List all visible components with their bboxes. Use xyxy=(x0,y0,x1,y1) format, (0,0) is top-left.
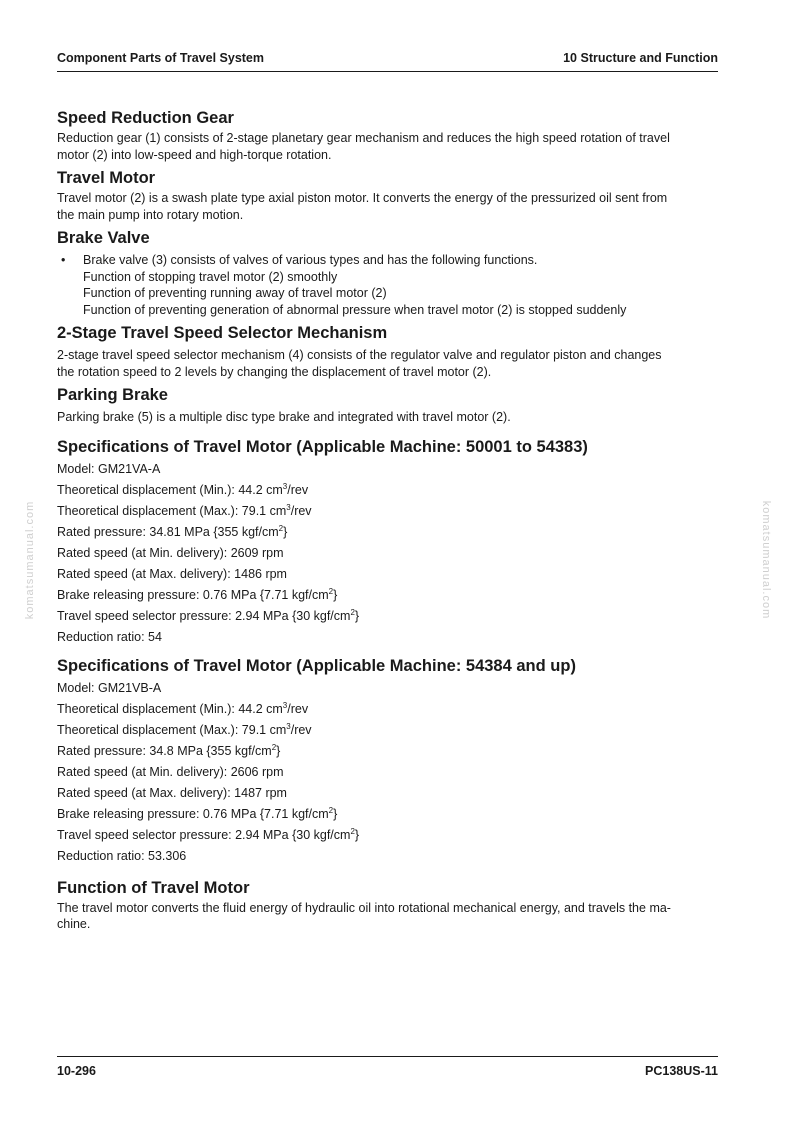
body-text: the rotation speed to 2 levels by changing the displacement of travel motor (2). xyxy=(57,364,492,379)
header-chapter-title: 10 Structure and Function xyxy=(563,51,718,65)
spec-speed-max: Rated speed (at Max. delivery): 1486 rpm xyxy=(57,566,287,581)
bullet-intro: Brake valve (3) consists of valves of various types and has the following functions. xyxy=(83,253,538,267)
body-text: Reduction gear (1) consists of 2-stage planetary gear mechanism and reduces the high speed rotation of travel xyxy=(57,131,670,145)
spec-brake-pressure: Brake releasing pressure: 0.76 MPa {7.71 kgf/$cm^2$} xyxy=(57,586,338,602)
bullet-icon: • xyxy=(61,253,66,267)
section-title: Specifications of Travel Motor (Applicable Machine: 54384 and up) xyxy=(57,656,576,675)
spec-reduction-ratio: Reduction ratio: 54 xyxy=(57,629,162,644)
section-parking-brake xyxy=(57,383,718,426)
machine-model: PC138US-11 xyxy=(645,1064,718,1078)
section-speed-selector xyxy=(57,321,718,380)
section-brake-valve xyxy=(57,226,718,318)
watermark-left: komatsumanual.com xyxy=(24,500,36,620)
section-title: Function of Travel Motor xyxy=(57,878,250,897)
function-item: Function of preventing running away of travel motor (2) xyxy=(83,286,387,300)
body-text: 2-stage travel speed selector mechanism (4) consists of the regulator valve and regulator piston and changes xyxy=(57,348,662,362)
spec-model: Model: GM21VB-A xyxy=(57,680,162,695)
body-text: Parking brake (5) is a multiple disc type brake and integrated with travel motor (2). xyxy=(57,410,511,424)
header-section-title: Component Parts of Travel System xyxy=(57,51,265,65)
body-text: The travel motor converts the fluid energy of hydraulic oil into rotational mechanical energy, and travels the ma- xyxy=(57,900,671,915)
spec-rated-pressure: Rated pressure: 34.81 MPa {355 kgf/$cm^2$} xyxy=(57,523,288,539)
spec-displacement-min: Theoretical displacement (Min.): 44.2 $cm^3$/rev xyxy=(57,700,309,716)
spec-displacement-max: Theoretical displacement (Max.): 79.1 $cm^3$/rev xyxy=(57,721,312,737)
spec-speed-max: Rated speed (at Max. delivery): 1487 rpm xyxy=(57,785,287,800)
spec-speed-min: Rated speed (at Min. delivery): 2609 rpm xyxy=(57,545,284,560)
section-spec-54384 xyxy=(57,654,718,867)
spec-model: Model: GM21VA-A xyxy=(57,461,161,476)
page-number: 10-296 xyxy=(57,1064,96,1078)
spec-displacement-min: Theoretical displacement (Min.): 44.2 $cm^3$/rev xyxy=(57,481,309,497)
section-title: Travel Motor xyxy=(57,169,156,187)
section-title: Brake Valve xyxy=(57,229,150,247)
spec-displacement-max: Theoretical displacement (Max.): 79.1 $cm^3$/rev xyxy=(57,502,312,518)
section-title: 2-Stage Travel Speed Selector Mechanism xyxy=(57,324,388,342)
page-footer xyxy=(57,1061,718,1081)
page-header xyxy=(57,48,718,68)
page-body xyxy=(57,106,718,933)
section-title: Parking Brake xyxy=(57,386,168,404)
section-travel-motor xyxy=(57,166,718,223)
watermark-right: komatsumanual.com xyxy=(760,500,772,620)
bullet-content xyxy=(83,252,626,318)
section-title: Specifications of Travel Motor (Applicable Machine: 50001 to 54383) xyxy=(57,437,588,456)
section-speed-reduction-gear xyxy=(57,106,718,163)
function-item: Function of preventing generation of abnormal pressure when travel motor (2) is stopped suddenly xyxy=(83,302,627,317)
body-text: chine. xyxy=(57,917,91,931)
spec-selector-pressure: Travel speed selector pressure: 2.94 MPa {30 kgf/$cm^2$} xyxy=(57,607,360,623)
spec-brake-pressure: Brake releasing pressure: 0.76 MPa {7.71 kgf/$cm^2$} xyxy=(57,805,338,821)
section-title: Speed Reduction Gear xyxy=(57,109,234,127)
section-function-of-travel-motor xyxy=(57,876,718,933)
spec-reduction-ratio: Reduction ratio: 53.306 xyxy=(57,848,187,863)
header-divider xyxy=(57,71,718,72)
function-item: Function of stopping travel motor (2) smoothly xyxy=(83,269,338,284)
body-text: the main pump into rotary motion. xyxy=(57,207,244,222)
body-text: Travel motor (2) is a swash plate type axial piston motor. It converts the energy of the pressurized oil sent from xyxy=(57,191,668,205)
spec-speed-min: Rated speed (at Min. delivery): 2606 rpm xyxy=(57,764,284,779)
bullet-item xyxy=(57,252,718,318)
section-spec-50001 xyxy=(57,435,718,648)
spec-rated-pressure: Rated pressure: 34.8 MPa {355 kgf/$cm^2$} xyxy=(57,742,281,758)
footer-divider xyxy=(57,1056,718,1057)
spec-selector-pressure: Travel speed selector pressure: 2.94 MPa {30 kgf/$cm^2$} xyxy=(57,826,360,842)
body-text: motor (2) into low-speed and high-torque rotation. xyxy=(57,147,332,162)
